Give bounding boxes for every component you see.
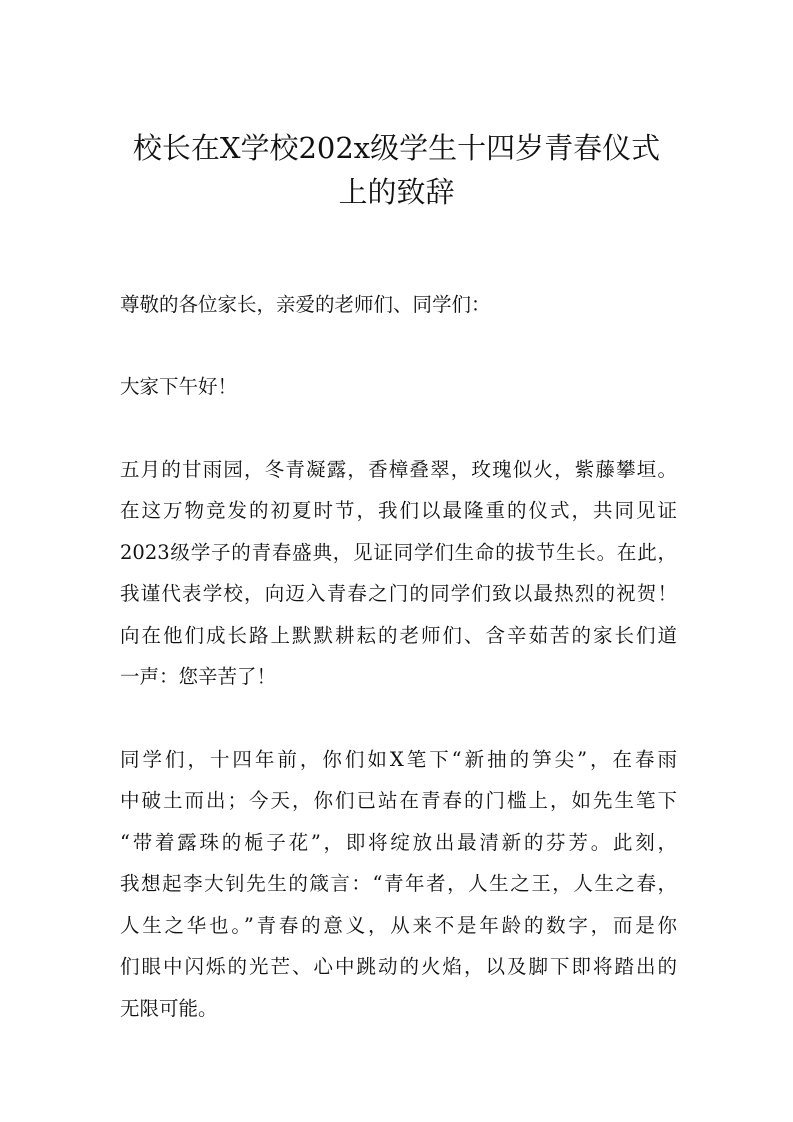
paragraph-line: 一声：您辛苦了！ xyxy=(120,665,277,688)
paragraph-line: 2023级学子的青春盛典，见证同学们生命的拔节生长。在此， xyxy=(120,541,677,564)
paragraph-line: 中破土而出；今天，你们已站在青春的门槛上，如先生笔下 xyxy=(120,789,677,812)
document-title-line-2: 上的致辞 xyxy=(338,175,455,209)
greeting: 大家下午好！ xyxy=(120,375,238,398)
paragraph-line: 们眼中闪烁的光芒、心中跳动的火焰，以及脚下即将踏出的 xyxy=(120,955,677,978)
paragraph-line: 我想起李大钊先生的箴言：“青年者，人生之王，人生之春， xyxy=(120,872,677,895)
document-title-line-1: 校长在X学校202x级学生十四岁青春仪式 xyxy=(132,131,661,165)
paragraph-line: 在这万物竞发的初夏时节，我们以最隆重的仪式，共同见证 xyxy=(120,499,677,522)
paragraph-line: 五月的甘雨园，冬青凝露，香樟叠翠，玫瑰似火，紫藤攀垣。 xyxy=(120,458,677,481)
paragraph-line: 我谨代表学校，向迈入青春之门的同学们致以最热烈的祝贺！ xyxy=(120,582,677,605)
paragraph-line: 无限可能。 xyxy=(120,997,218,1020)
salutation: 尊敬的各位家长，亲爱的老师们、同学们： xyxy=(120,293,491,316)
paragraph-line: “带着露珠的栀子花”，即将绽放出最清新的芬芳。此刻， xyxy=(120,831,677,854)
paragraph-line: 人生之华也。”青春的意义，从来不是年龄的数字，而是你 xyxy=(120,914,677,937)
paragraph-line: 向在他们成长路上默默耕耘的老师们、含辛茹苦的家长们道 xyxy=(120,624,677,647)
paragraph-line: 同学们，十四年前，你们如X笔下“新抽的笋尖”，在春雨 xyxy=(120,748,677,771)
